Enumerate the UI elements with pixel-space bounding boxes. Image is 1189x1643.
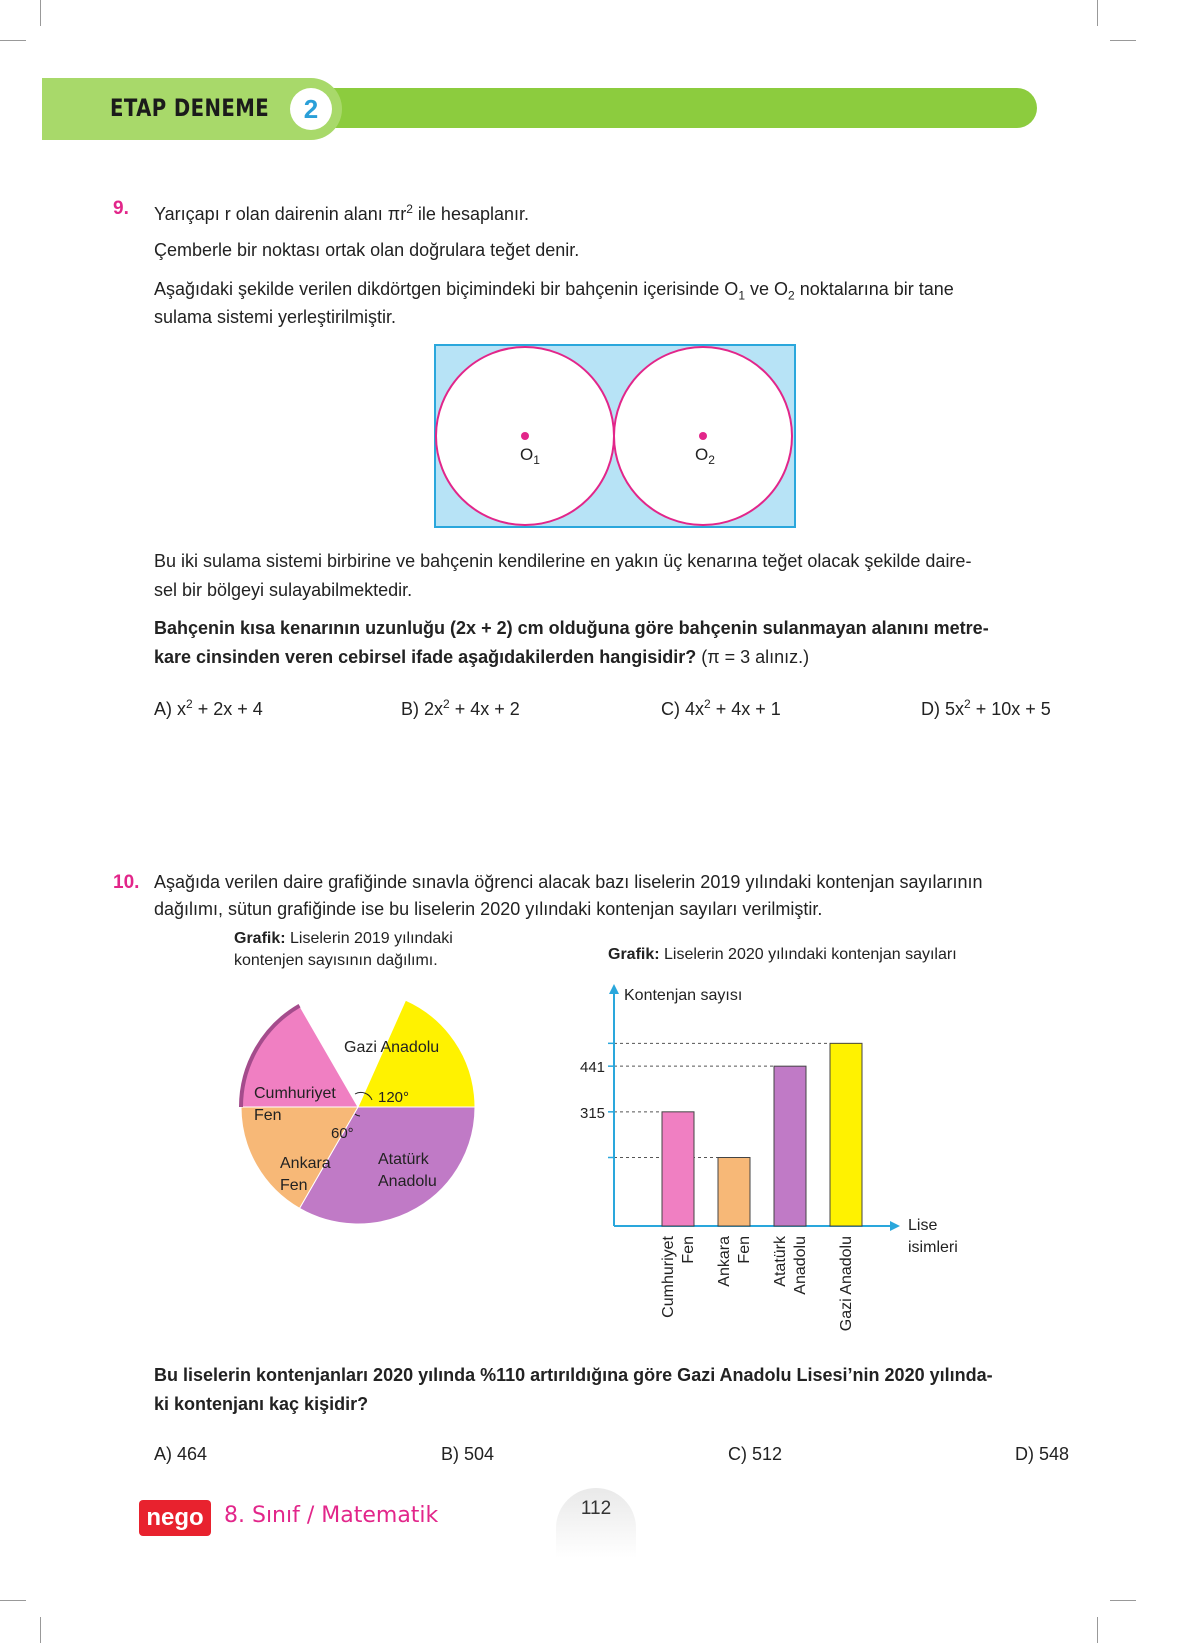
text: + 4x + 2: [449, 699, 520, 719]
y-tick-label: 315: [580, 1104, 606, 1122]
text: + 2x + 4: [192, 699, 263, 719]
pie-label-ankara-2: Fen: [280, 1177, 308, 1194]
q9-line4: sulama sistemi yerleştirilmiştir.: [154, 307, 397, 327]
center-label-1: $O_1$: [520, 445, 540, 467]
x-category-label: Anadolu: [792, 1236, 809, 1295]
pie-label-cumhuriyet-2: Fen: [254, 1107, 282, 1124]
text: Liselerin 2019 yılındaki: [285, 930, 453, 947]
pie-label-ataturk: Atatürk: [378, 1151, 429, 1168]
text: 2: [788, 288, 795, 303]
q9-line1: [154, 194, 529, 229]
bar: [830, 1043, 862, 1226]
text: B) 2x: [401, 699, 444, 719]
text: A) x: [154, 699, 187, 719]
crop-mark: [40, 0, 41, 26]
x-category-label: Cumhuriyet: [660, 1236, 677, 1318]
text: Yarıçapı r olan dairenin alanı πr: [154, 204, 407, 224]
q10-option-c[interactable]: C) 512: [728, 1444, 783, 1464]
x-category-label: Fen: [736, 1236, 753, 1264]
crop-mark: [1097, 1617, 1098, 1643]
text: noktalarına bir tane: [794, 279, 954, 299]
bar-caption: [608, 946, 957, 964]
q9-option-c[interactable]: [661, 697, 781, 720]
pie-caption-line1: [234, 928, 453, 950]
crop-mark: [40, 1617, 41, 1643]
text: ve O: [745, 279, 789, 299]
crop-mark: [1097, 0, 1098, 26]
bar: [662, 1112, 694, 1226]
q10-question-line1: Bu liselerin kontenjanları 2020 yılında %110 artırıldığına göre Gazi Anadolu Lisesi’nin 2020 yılında-: [154, 1365, 993, 1385]
text: C) 4x: [661, 699, 705, 719]
text: 1: [738, 288, 745, 303]
text: (π = 3 alınız.): [696, 647, 810, 667]
pie-label-angle-small: 60°: [331, 1125, 354, 1142]
x-category-label: Atatürk: [772, 1236, 789, 1287]
section-banner: [42, 78, 1037, 140]
center-dot-2: [699, 432, 707, 440]
y-axis-arrow: [609, 984, 619, 994]
q9-option-d[interactable]: [921, 697, 1051, 720]
q9-line2: Çemberle bir noktası ortak olan doğrulara teğet denir.: [154, 240, 580, 260]
x-axis-label: Lise: [908, 1217, 938, 1234]
bar: [774, 1066, 806, 1226]
pie-caption-line2: kontenjen sayısının dağılımı.: [234, 952, 438, 969]
pie-label-gazi: Gazi Anadolu: [344, 1039, 440, 1056]
pie-label-ataturk-2: Anadolu: [378, 1173, 437, 1190]
text: 2: [443, 697, 450, 711]
x-category-label: Ankara: [716, 1236, 733, 1287]
center-label-2: $O_2$: [695, 445, 715, 467]
question-number: 10.: [113, 872, 140, 893]
text: Grafik:: [234, 930, 286, 947]
text: 2: [406, 202, 413, 216]
q10-line1: Aşağıda verilen daire grafiğinde sınavla öğrenci alacak bazı liselerin 2019 yılındaki kontenjan sayılarının: [154, 872, 983, 892]
x-axis-arrow: [890, 1221, 900, 1231]
crop-mark: [0, 40, 26, 41]
pie-label-cumhuriyet: Cumhuriyet: [254, 1085, 336, 1102]
crop-mark: [1110, 1600, 1136, 1601]
garden-figure: [434, 344, 796, 530]
page-number: 112: [580, 1498, 612, 1519]
q10-option-a[interactable]: A) 464: [154, 1444, 208, 1464]
text: Aşağıdaki şekilde verilen dikdörtgen biçimindeki bir bahçenin içerisinde O: [154, 279, 739, 299]
q9-option-a[interactable]: [154, 697, 263, 720]
y-axis-label: Kontenjan sayısı: [624, 987, 743, 1004]
banner-number: 2: [290, 88, 332, 130]
x-category-label: Fen: [680, 1236, 697, 1264]
publisher-logo: nego: [139, 1500, 211, 1536]
banner-title: ETAP DENEME: [110, 94, 270, 122]
footer-subject: 8. Sınıf / Matematik: [224, 1503, 439, 1528]
q10-line2: dağılımı, sütun grafiğinde ise bu liselerin 2020 yılındaki kontenjan sayıları verilmiştir.: [154, 899, 823, 919]
text: D) 5x: [921, 699, 965, 719]
text: ile hesaplanır.: [412, 204, 529, 224]
y-tick-label: 441: [580, 1059, 606, 1077]
q10-option-b[interactable]: B) 504: [441, 1444, 495, 1464]
pie-caption: [234, 928, 453, 972]
crop-mark: [1110, 40, 1136, 41]
pie-chart: [236, 990, 496, 1250]
bar: [718, 1158, 750, 1226]
q9-question-line1: Bahçenin kısa kenarının uzunluğu (2x + 2) cm olduğuna göre bahçenin sulanmayan alanını metre-: [154, 618, 989, 638]
x-axis-label-2: isimleri: [908, 1239, 958, 1256]
crop-mark: [0, 1600, 26, 1601]
text: Grafik:: [608, 946, 660, 963]
text: Liselerin 2020 yılındaki kontenjan sayıları: [659, 946, 957, 963]
q10-question-line2: ki kontenjanı kaç kişidir?: [154, 1394, 369, 1414]
pie-label-angle-large: 120°: [378, 1089, 410, 1106]
q10-option-d[interactable]: D) 548: [1015, 1444, 1070, 1464]
q9-question-line2: [154, 642, 809, 672]
center-dot-1: [521, 432, 529, 440]
text: 2: [964, 697, 971, 711]
question-number: 9.: [113, 198, 129, 219]
q9-para2-line1: Bu iki sulama sistemi birbirine ve bahçenin kendilerine en yakın üç kenarına teğet olacak şekilde daire-: [154, 551, 972, 571]
text: 2: [186, 697, 193, 711]
pie-label-ankara: Ankara: [280, 1155, 331, 1172]
text: + 4x + 1: [710, 699, 781, 719]
bar-chart: [560, 980, 980, 1350]
q9-option-b[interactable]: [401, 697, 520, 720]
q9-para2-line2: sel bir bölgeyi sulayabilmektedir.: [154, 580, 413, 600]
text: + 10x + 5: [970, 699, 1051, 719]
text: kare cinsinden veren cebirsel ifade aşağıdakilerden hangisidir?: [154, 647, 697, 667]
text: 2: [704, 697, 711, 711]
x-category-label: Gazi Anadolu: [838, 1236, 855, 1332]
